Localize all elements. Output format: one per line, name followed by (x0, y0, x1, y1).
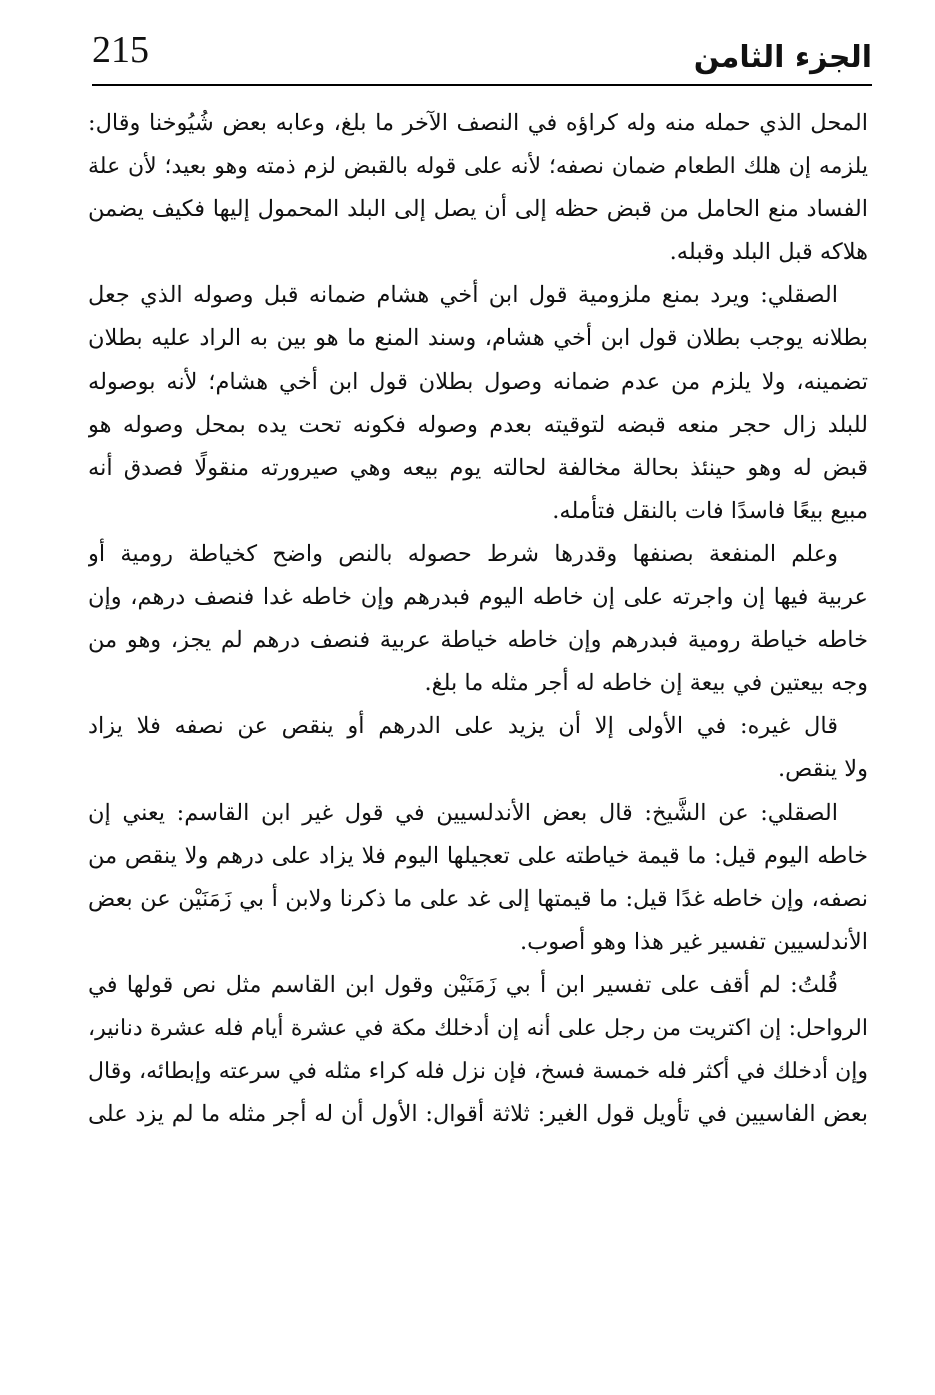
body-text (88, 102, 868, 1136)
text-line: الرواحل: إن اكتريت من رجل على أنه إن أدخلك مكة في عشرة أيام فله عشرة دنانير، (88, 1015, 868, 1041)
text-line: وعلم المنفعة بصنفها وقدرها شرط حصوله بالنص واضح كخياطة رومية أو (88, 540, 838, 567)
text-line: للبلد زال حجر منعه قبضه لتوقيته بعدم وصوله فكونه تحت يده بمحل وصوله هو (88, 411, 868, 438)
text-line: عربية فيها إن واجرته على إن خاطه اليوم فبدرهم وإن خاطه غدا فنصف درهم، وإن (88, 584, 868, 611)
running-head: الجزء الثامن (693, 40, 872, 75)
paragraph (88, 705, 868, 791)
text-line: الصقلي: ويرد بمنع ملزومية قول ابن أخي هشام ضمانه قبل وصوله الذي جعل (88, 282, 838, 309)
text-line: الفساد منع الحامل من قبض حظه إلى أن يصل إلى البلد المحمول إليها فكيف يضمن (88, 196, 868, 223)
text-line: بعض الفاسيين في تأويل قول الغير: ثلاثة أقوال: الأول أن له أجر مثله ما لم يزد على (88, 1101, 868, 1128)
text-line: وإن أدخلك في أكثر فله خمسة فسخ، فإن نزل فله كراء مثله في سرعته وإبطائه، وقال (88, 1059, 868, 1085)
text-line: بطلانه يوجب بطلان قول ابن أخي هشام، وسند المنع ما هو بين به الراد عليه بطلان (88, 325, 868, 352)
text-line: مبيع بيعًا فاسدًا فات بالنقل فتأمله. (552, 497, 868, 524)
page-header (92, 22, 872, 86)
text-line: خاطه خياطة رومية فبدرهم وإن خاطه خياطة عربية فنصف درهم لم يجز، وهو من (88, 627, 868, 654)
paragraph (88, 533, 868, 705)
paragraph (88, 792, 868, 964)
text-line: هلاكه قبل البلد وقبله. (669, 239, 868, 266)
paragraph (88, 274, 868, 533)
text-line: المحل الذي حمله منه وله كراؤه في النصف الآخر ما بلغ، وعابه بعض شُيُوخنا وقال: (88, 110, 868, 136)
text-line: نصفه، وإن خاطه غدًا قيل: ما قيمتها إلى غد على ما ذكرنا ولابن أ بي زَمَنَيْن عن بعض (88, 885, 868, 912)
paragraph (88, 102, 868, 274)
text-line: تضمينه، ولا يلزم من عدم ضمانه وصول بطلان قول ابن أخي هشام؛ لأنه بوصوله (88, 368, 868, 395)
text-line: خاطه اليوم قيل: ما قيمة خياطته على تعجيلها اليوم فلا يزاد على درهم ولا ينقص من (88, 842, 868, 869)
text-line: الأندلسيين تفسير غير هذا وهو أصوب. (519, 928, 868, 955)
text-line: قُلتُ: لم أقف على تفسير ابن أ بي زَمَنَيْن وقول ابن القاسم مثل نص قولها في (88, 971, 838, 998)
page-number: 215 (92, 29, 149, 71)
text-line: الصقلي: عن الشَّيخ: قال بعض الأندلسيين في قول غير ابن القاسم: يعني إن (88, 799, 838, 826)
text-line: يلزمه إن هلك الطعام ضمان نصفه؛ لأنه على قوله بالقبض لزم ذمته وهو بعيد؛ لأن علة (88, 154, 868, 180)
paragraph (88, 964, 868, 1136)
text-line: قال غيره: في الأولى إلا أن يزيد على الدرهم أو ينقص عن نصفه فلا يزاد (88, 713, 838, 740)
text-line: وجه بيعتين في بيعة إن خاطه له أجر مثله ما بلغ. (424, 670, 868, 697)
text-line: ولا ينقص. (778, 756, 868, 783)
text-line: قبض له وهو حينئذ بحالة مخالفة لحالته يوم بيعه وهي صيرورته منقولًا فصدق أنه (88, 454, 868, 481)
